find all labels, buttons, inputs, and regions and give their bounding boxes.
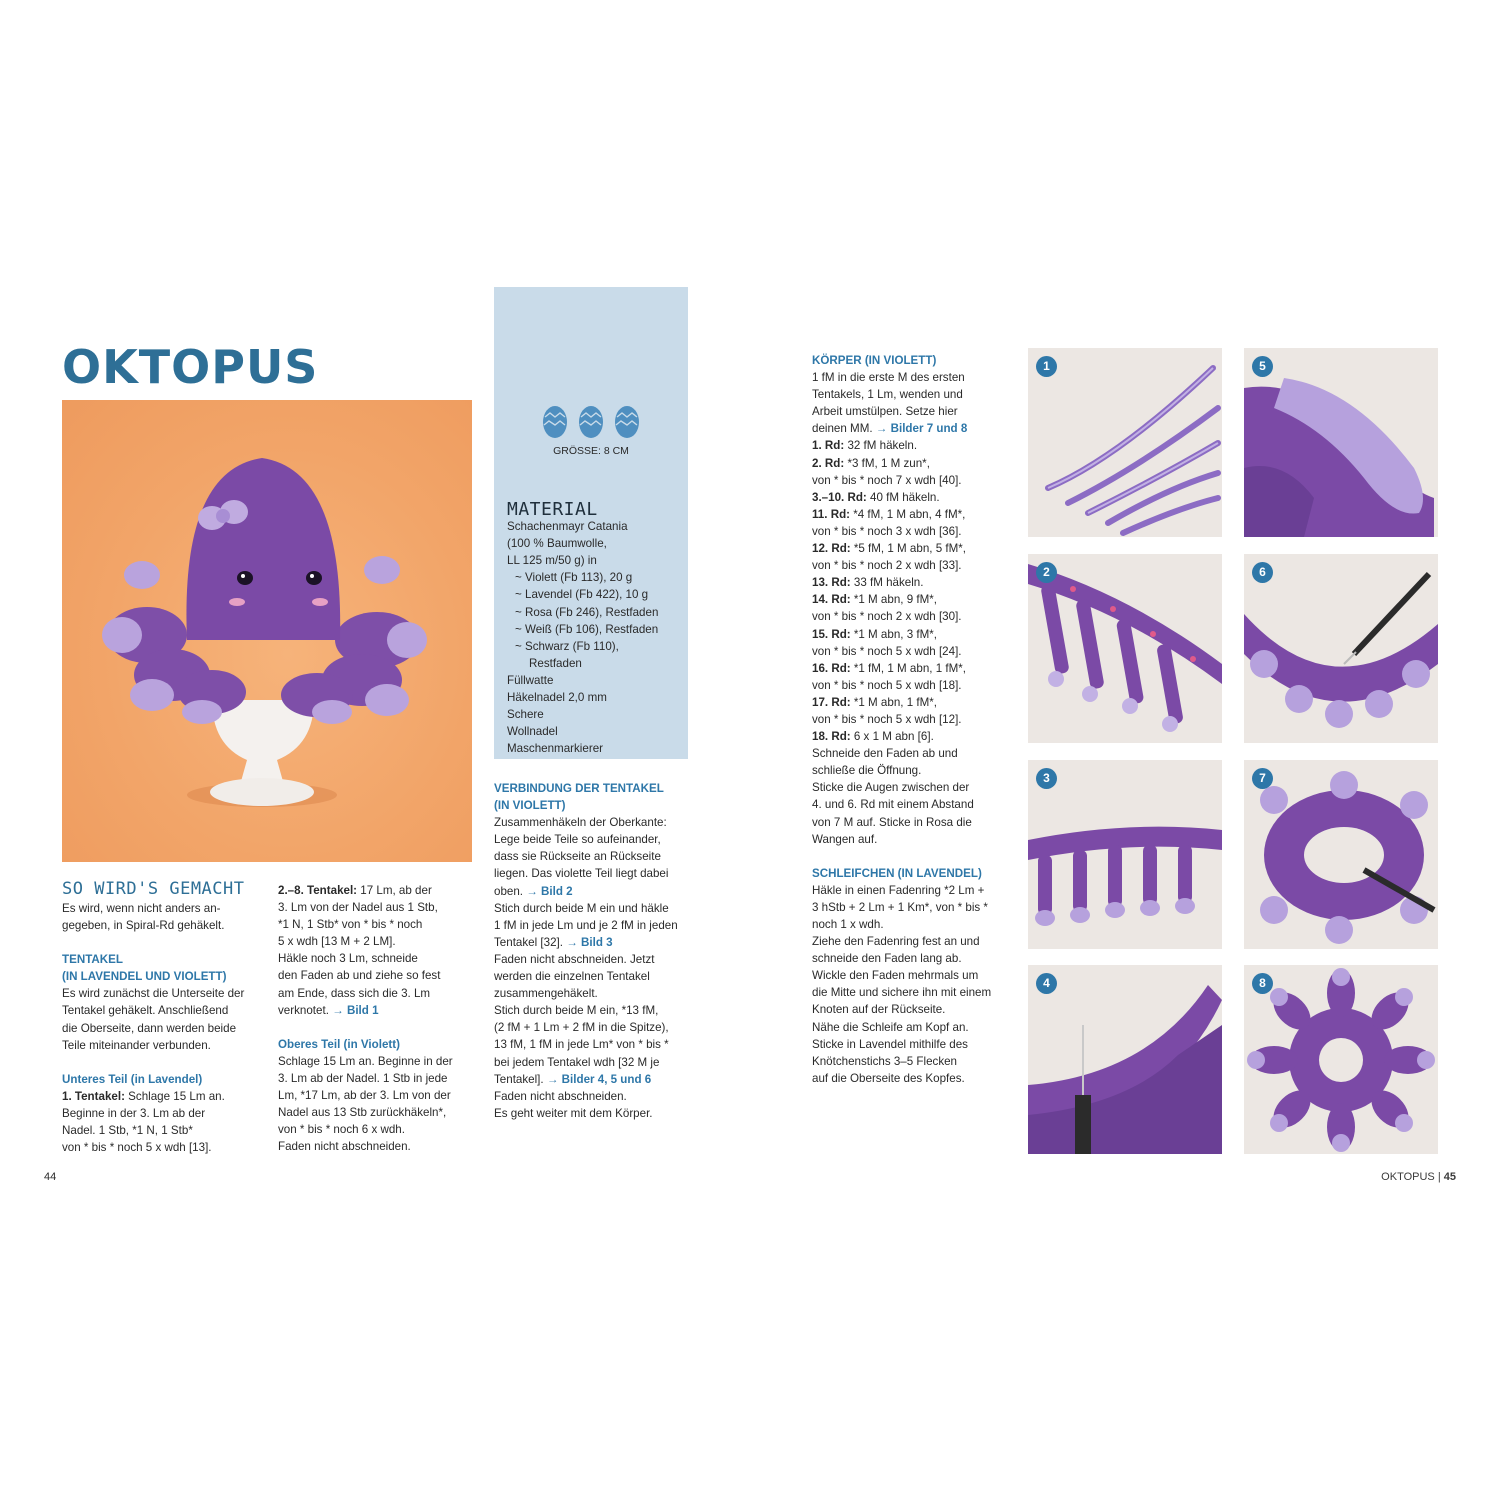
text-line: (100 % Baumwolle, <box>507 537 607 551</box>
text-line <box>278 882 478 899</box>
round-label: 16. Rd: <box>812 661 851 675</box>
crochet-star-image <box>1244 965 1438 1154</box>
text-line: Beginne in der 3. Lm ab der <box>62 1106 206 1120</box>
round-line <box>812 540 1017 557</box>
yarn-label: Rosa (Fb 246), Restfaden <box>525 605 659 619</box>
round-line <box>812 591 1017 608</box>
round-label: 18. Rd: <box>812 730 851 744</box>
text-line: Tentakels, 1 Lm, wenden und <box>812 388 963 402</box>
round-text: 40 fM häkeln. <box>866 490 940 504</box>
heading-koerper: KÖRPER (IN VIOLETT) <box>812 354 937 367</box>
text-line: Ziehe den Fadenring fest an und <box>812 935 980 949</box>
text-line: LL 125 m/50 g) in <box>507 554 597 568</box>
text-line: von * bis * noch 5 x wdh [13]. <box>62 1141 212 1155</box>
link-bilder-4-5-6[interactable]: → Bilder 4, 5 und 6 <box>546 1072 652 1086</box>
step-badge: 6 <box>1252 562 1273 583</box>
link-bild-1[interactable]: → Bild 1 <box>332 1003 379 1017</box>
size-indicator <box>542 403 642 444</box>
text-line: 3 hStb + 2 Lm + 1 Km*, von * bis * <box>812 900 988 914</box>
yarn-label: Schwarz (Fb 110), <box>525 639 619 653</box>
text-line: 5 x wdh [13 M + 2 LM]. <box>278 935 396 949</box>
text-line: den Faden ab und ziehe so fest <box>278 969 441 983</box>
round-text: *5 fM, 1 M abn, 5 fM*, <box>850 542 966 556</box>
step-photo-5 <box>1244 348 1438 537</box>
text-line: dass sie Rückseite an Rückseite <box>494 850 661 864</box>
round-label: 14. Rd: <box>812 593 851 607</box>
yarn-item: ~ Violett (Fb 113), 20 g <box>515 571 633 585</box>
text-line: noch 1 x wdh. <box>812 918 884 931</box>
round-line <box>812 574 1017 591</box>
step-badge: 8 <box>1252 973 1273 994</box>
yarn-label: Weiß (Fb 106), Restfaden <box>525 622 659 636</box>
egg-icon <box>542 403 642 439</box>
text-line: Häkle noch 3 Lm, schneide <box>278 952 418 966</box>
text-line: Lege beide Teile so aufeinander, <box>494 833 661 847</box>
heading-oberes-teil: Oberes Teil (in Violett) <box>278 1037 400 1051</box>
text-line: Stich durch beide M ein und häkle <box>494 901 669 915</box>
step-badge: 4 <box>1036 973 1057 994</box>
yarn-label: Violett (Fb 113), 20 g <box>525 571 633 585</box>
yarn-item: Restfaden <box>529 656 582 670</box>
round-text: 33 fM häkeln. <box>850 576 924 590</box>
page-footer-right <box>1381 1171 1456 1183</box>
step-photo-1 <box>1028 348 1222 537</box>
text-line: Es wird zunächst die Unterseite der <box>62 987 245 1001</box>
round-text: *1 M abn, 1 fM*, <box>850 695 938 709</box>
text-line: Wangen auf. <box>812 832 878 846</box>
text-line: Tentakel gehäkelt. Anschließend <box>62 1004 229 1018</box>
text-line: auf die Oberseite des Kopfes. <box>812 1071 965 1085</box>
round-line <box>812 626 1017 643</box>
round-label: 1. Tentakel: <box>62 1089 125 1103</box>
text-line <box>494 1071 694 1088</box>
text-line: 3. Lm ab der Nadel. 1 Stb in jede <box>278 1071 448 1085</box>
text-line: 3. Lm von der Nadel aus 1 Stb, <box>278 901 438 915</box>
material-box <box>494 287 688 759</box>
text-span: 17 Lm, ab der <box>357 884 432 897</box>
round-text: von * bis * noch 5 x wdh [12]. <box>812 712 962 726</box>
round-label: 17. Rd: <box>812 695 851 709</box>
page-number-left: 44 <box>44 1171 57 1183</box>
text-line: Arbeit umstülpen. Setze hier <box>812 405 958 419</box>
round-line <box>812 506 1017 523</box>
yarn-item: ~ Schwarz (Fb 110), <box>515 639 619 653</box>
text-line: (2 fM + 1 Lm + 2 fM in die Spitze), <box>494 1021 669 1035</box>
text-line: von 7 M auf. Sticke in Rosa die <box>812 815 972 829</box>
round-label: 3.–10. Rd: <box>812 490 867 504</box>
heading-tentakel-sub: (IN LAVENDEL UND VIOLETT) <box>62 970 227 984</box>
material-list <box>507 501 685 757</box>
text-line <box>494 934 694 951</box>
round-line <box>812 523 1017 540</box>
round-line <box>812 677 1017 694</box>
yarn-item: ~ Rosa (Fb 246), Restfaden <box>515 605 659 619</box>
round-line <box>812 489 1017 506</box>
step-photo-8 <box>1244 965 1438 1154</box>
step-photo-4 <box>1028 965 1222 1154</box>
text-line: Knötchenstichs 3–5 Flecken <box>812 1054 958 1068</box>
crochet-arc-image <box>1244 554 1438 743</box>
link-bilder-7-8[interactable]: → Bilder 7 und 8 <box>875 422 968 436</box>
step-badge: 1 <box>1036 356 1057 377</box>
text-line <box>62 1088 262 1105</box>
text-line: Teile miteinander verbunden. <box>62 1038 211 1052</box>
text-line: Knoten auf der Rückseite. <box>812 1003 946 1017</box>
text-line: 4. und 6. Rd mit einem Abstand <box>812 798 974 812</box>
crochet-pinned-image <box>1028 554 1222 743</box>
text-line: Faden nicht abschneiden. <box>494 1089 627 1103</box>
text-line: Faden nicht abschneiden. <box>278 1140 411 1154</box>
text-span: Tentakel]. <box>494 1072 547 1086</box>
heading-verbindung: VERBINDUNG DER TENTAKEL <box>494 782 664 795</box>
column-tentakel-2-8 <box>278 882 478 1155</box>
crochet-ring-image <box>1244 760 1438 949</box>
step-badge: 7 <box>1252 768 1273 789</box>
link-bild-2[interactable]: → Bild 2 <box>526 884 573 898</box>
text-span: oben. <box>494 884 527 898</box>
text-line: Lm, *17 Lm, ab der 3. Lm von der <box>278 1089 451 1103</box>
text-span: Schlage 15 Lm an. <box>124 1089 225 1103</box>
round-line <box>812 711 1017 728</box>
round-label: 13. Rd: <box>812 576 851 590</box>
round-line <box>812 660 1017 677</box>
round-label: 1. Rd: <box>812 439 845 453</box>
round-text: *4 fM, 1 M abn, 4 fM*, <box>850 507 966 521</box>
step-badge: 5 <box>1252 356 1273 377</box>
tool-item: Füllwatte <box>507 673 554 687</box>
text-line: *1 N, 1 Stb* von * bis * noch <box>278 918 423 932</box>
text-line: am Ende, dass sich die 3. Lm <box>278 986 431 1000</box>
column-verbindung <box>494 780 694 1122</box>
yarn-label: Lavendel (Fb 422), 10 g <box>525 588 649 602</box>
yarn-item: ~ Lavendel (Fb 422), 10 g <box>515 588 649 602</box>
crochet-strands-image <box>1028 348 1222 537</box>
text-line: 1 fM in die erste M des ersten <box>812 371 965 385</box>
heading-schleifchen: SCHLEIFCHEN (IN LAVENDEL) <box>812 866 982 880</box>
link-bild-3[interactable]: → Bild 3 <box>566 935 613 949</box>
text-line: die Oberseite, dann werden beide <box>62 1021 237 1035</box>
round-label: 15. Rd: <box>812 627 851 641</box>
round-text: von * bis * noch 7 x wdh [40]. <box>812 473 962 487</box>
step-photo-7 <box>1244 760 1438 949</box>
text-line: liegen. Das violette Teil liegt dabei <box>494 867 669 881</box>
text-line: schneide den Faden lang ab. <box>812 952 962 966</box>
round-line <box>812 694 1017 711</box>
text-line: Schneide den Faden ab und <box>812 747 958 761</box>
round-text: von * bis * noch 2 x wdh [33]. <box>812 559 962 573</box>
round-text: von * bis * noch 5 x wdh [18]. <box>812 678 962 692</box>
heading-unteres-teil: Unteres Teil (in Lavendel) <box>62 1072 203 1086</box>
section-heading-so-wirds-gemacht: SO WIRD'S GEMACHT <box>62 879 245 899</box>
round-text: 32 fM häkeln. <box>844 439 918 453</box>
text-line: Nadel. 1 Stb, *1 N, 1 Stb* <box>62 1124 193 1138</box>
material-heading: MATERIAL <box>507 499 598 520</box>
text-line <box>278 1002 478 1019</box>
text-line: Stich durch beide M ein, *13 fM, <box>494 1004 659 1018</box>
round-line <box>812 472 1017 489</box>
round-line <box>812 455 1017 472</box>
text-line: 1 fM in jede Lm und je 2 fM in jeden <box>494 918 678 932</box>
step-badge: 2 <box>1036 562 1057 583</box>
round-line <box>812 437 1017 454</box>
text-line: Häkle in einen Fadenring *2 Lm + <box>812 883 985 897</box>
intro-line: gegeben, in Spiral-Rd gehäkelt. <box>62 919 225 933</box>
footer-label: OKTOPUS <box>1381 1171 1435 1183</box>
text-line: Zusammenhäkeln der Oberkante: <box>494 816 667 830</box>
round-line <box>812 557 1017 574</box>
heading-tentakel: TENTAKEL <box>62 953 123 967</box>
text-line: Sticke in Lavendel mithilfe des <box>812 1037 968 1051</box>
round-text: *3 fM, 1 M zun*, <box>844 456 930 470</box>
tool-item: Wollnadel <box>507 725 558 739</box>
text-line: von * bis * noch 6 x wdh. <box>278 1123 405 1137</box>
text-line: Schachenmayr Catania <box>507 520 628 534</box>
text-line: Nähe die Schleife am Kopf an. <box>812 1020 969 1034</box>
crochet-joined-image <box>1028 760 1222 949</box>
round-text: von * bis * noch 2 x wdh [30]. <box>812 610 962 624</box>
text-line: Nadel aus 13 Stb zurückhäkeln*, <box>278 1106 447 1120</box>
round-label: 12. Rd: <box>812 542 851 556</box>
step-photo-6 <box>1244 554 1438 743</box>
column-koerper <box>812 352 1017 1087</box>
text-span: Tentakel [32]. <box>494 935 567 949</box>
round-label: 2. Rd: <box>812 456 845 470</box>
text-line: schließe die Öffnung. <box>812 764 922 778</box>
step-photo-2 <box>1028 554 1222 743</box>
round-label: 2.–8. Tentakel: <box>278 884 358 897</box>
text-line: Wickle den Faden mehrmals um <box>812 969 979 983</box>
round-text: *1 fM, 1 M abn, 1 fM*, <box>850 661 966 675</box>
intro-line: Es wird, wenn nicht anders an- <box>62 902 221 915</box>
text-span: deinen MM. <box>812 422 876 436</box>
round-text: *1 M abn, 3 fM*, <box>850 627 938 641</box>
round-text: *1 M abn, 9 fM*, <box>850 593 938 607</box>
tool-item: Maschenmarkierer <box>507 742 603 756</box>
round-line <box>812 643 1017 660</box>
column-intro <box>62 878 262 1156</box>
step-photo-3 <box>1028 760 1222 949</box>
page-title: OKTOPUS <box>62 340 319 394</box>
hero-photo <box>62 400 472 862</box>
round-text: 6 x 1 M abn [6]. <box>850 730 934 744</box>
text-line: Sticke die Augen zwischen der <box>812 781 970 795</box>
text-line: Es geht weiter mit dem Körper. <box>494 1106 653 1120</box>
heading-verbindung-sub: (IN VIOLETT) <box>494 799 566 813</box>
size-label: GRÖSSE: 8 CM <box>553 445 629 457</box>
round-text: von * bis * noch 5 x wdh [24]. <box>812 644 962 658</box>
step-badge: 3 <box>1036 768 1057 789</box>
text-line: 13 fM, 1 fM in jede Lm* von * bis * <box>494 1038 669 1052</box>
round-text: von * bis * noch 3 x wdh [36]. <box>812 524 962 538</box>
text-line <box>812 420 1017 437</box>
footer-separator: | <box>1437 1171 1441 1183</box>
text-line: Faden nicht abschneiden. Jetzt <box>494 952 655 966</box>
text-line: Schlage 15 Lm an. Beginne in der <box>278 1054 453 1068</box>
round-line <box>812 728 1017 745</box>
text-line: zusammengehäkelt. <box>494 987 598 1001</box>
octopus-illustration <box>62 400 472 862</box>
page-number-right: 45 <box>1443 1171 1456 1183</box>
crochet-hook-image <box>1028 965 1222 1154</box>
text-line: werden die einzelnen Tentakel <box>494 970 650 984</box>
text-line: bei jedem Tentakel wdh [32 M je <box>494 1055 660 1069</box>
text-line: die Mitte und sichere ihn mit einem <box>812 986 992 1000</box>
text-span: verknotet. <box>278 1003 333 1017</box>
round-label: 11. Rd: <box>812 507 851 521</box>
tool-item: Häkelnadel 2,0 mm <box>507 691 607 705</box>
round-line <box>812 608 1017 625</box>
yarn-item: ~ Weiß (Fb 106), Restfaden <box>515 622 659 636</box>
crochet-tentacle-image <box>1244 348 1438 537</box>
tool-item: Schere <box>507 708 544 722</box>
text-line <box>494 883 694 900</box>
